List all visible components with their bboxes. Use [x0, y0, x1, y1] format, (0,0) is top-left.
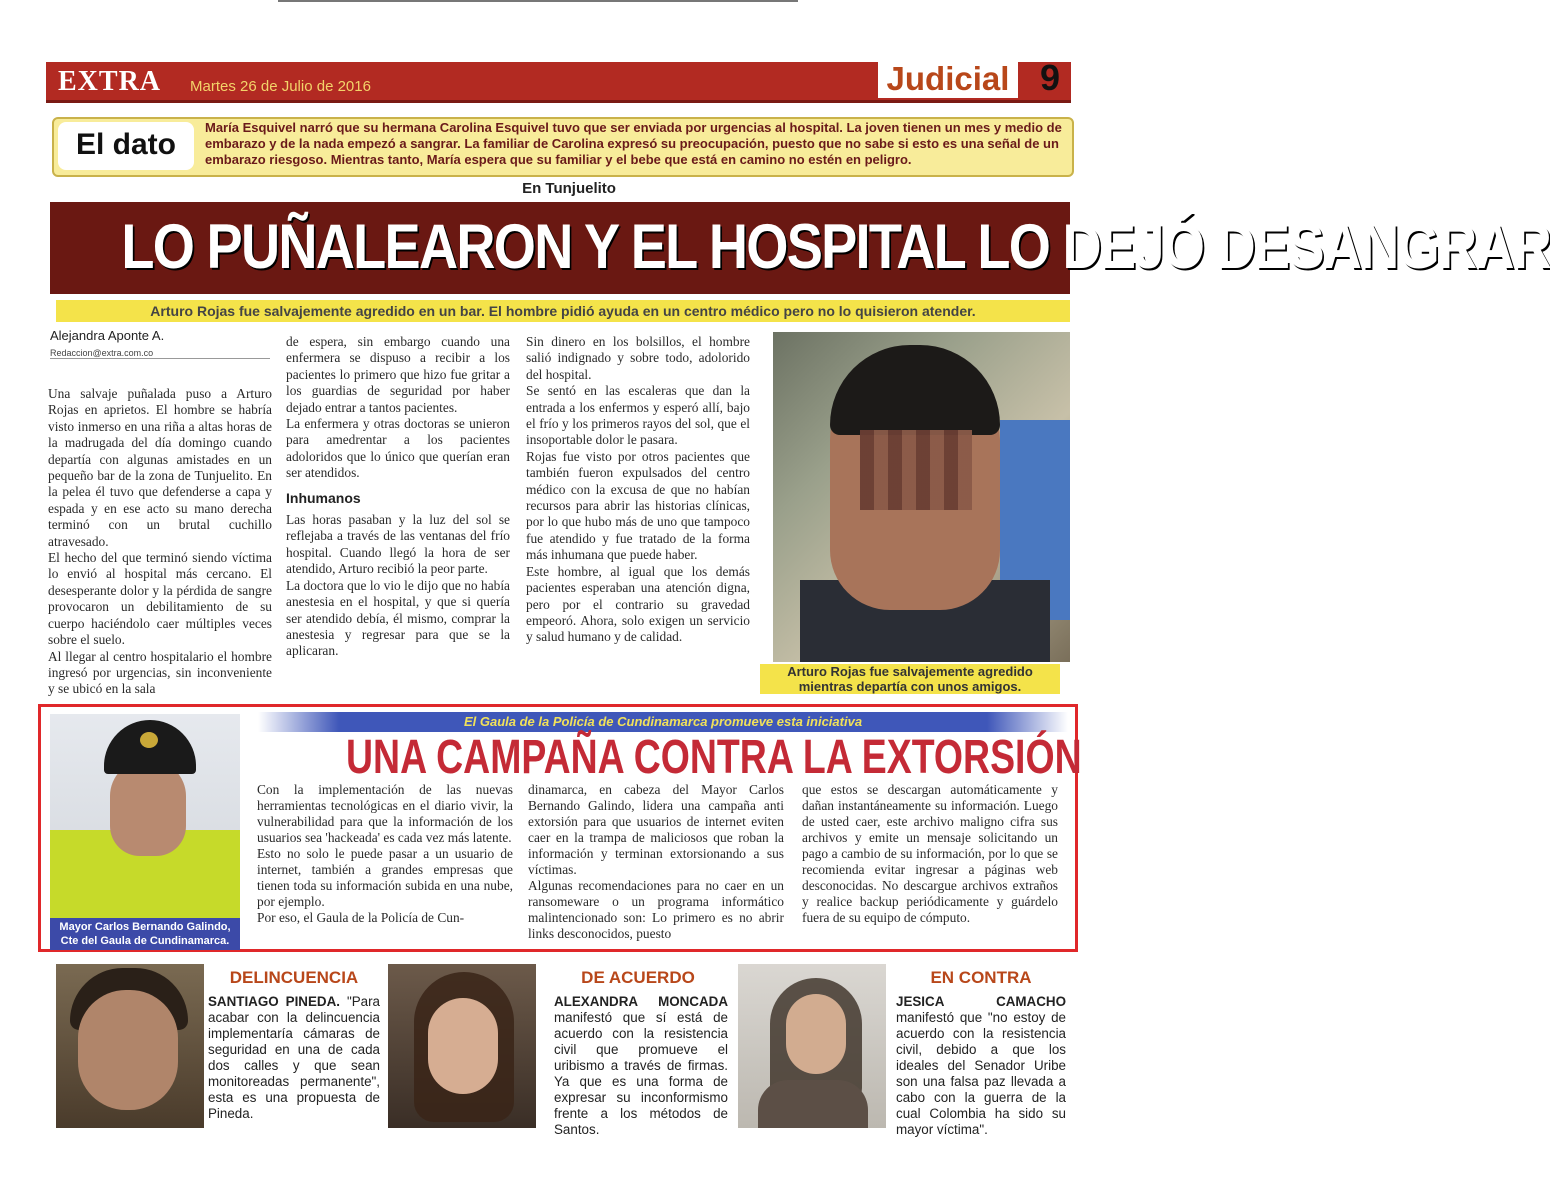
article-author: Alejandra Aponte A. — [50, 328, 165, 343]
campaign-column-3 — [802, 782, 1058, 926]
article-column-2 — [286, 334, 510, 660]
photo-face — [110, 760, 186, 856]
issue-date: Martes 26 de Julio de 2016 — [190, 78, 371, 95]
opinion-text-2 — [554, 994, 728, 1138]
opinion-label-3: EN CONTRA — [930, 968, 1032, 987]
paragraph: Las horas pasaban y la luz del sol se reflejaba a través de las ventanas del frío hospital. Cuando llegó la hora de ser atendido, Arturo recibió la peor parte. — [286, 512, 510, 577]
article-subhead: Arturo Rojas fue salvajemente agredido en un bar. El hombre pidió ayuda en un centro médico pero no lo quisieron atender. — [56, 300, 1070, 322]
campaign-kicker: El Gaula de la Policía de Cundinamarca promueve esta iniciativa — [258, 712, 1068, 732]
paragraph: que estos se descargan automáticamente y dañan instantáneamente su información. Luego de usted caer, este archivo maligno cifra sus archivos y emite un mensaje solicitando un pago a cambio de su información, por lo que se recomienda evitar ingresar a páginas web desconocidas. No descargue archivos extraños y realice backup periódicamente y guárdelo fuera de su equipo de cómputo. — [802, 782, 1058, 925]
dato-text: María Esquivel narró que su hermana Carolina Esquivel tuvo que ser enviada por urgencias al hospital. La joven tienen un mes y medio de embarazo y de la nada empezó a sangrar. La familiar de Carolina expresó su preocupación, puesto que no sabe si esto es una señal de un embarazo riesgoso. Mientras tanto, María espera que su familiar y el bebe que está en camino no estén en peligro. — [205, 120, 1062, 167]
article-column-3 — [526, 334, 750, 646]
paragraph: de espera, sin embargo cuando una enfermera se dispuso a recibir a los pacientes lo primero que hizo fue gritar a los guardias de seguridad por haber dejado entrar a tantos pacientes. — [286, 334, 510, 415]
newspaper-logo: EXTRA — [58, 66, 162, 97]
subheading: Inhumanos — [286, 489, 361, 506]
opinion-label-1: DELINCUENCIA — [229, 968, 359, 987]
paragraph: Por eso, el Gaula de la Policía de Cun- — [257, 910, 465, 925]
campaign-title: UNA CAMPAÑA CONTRA LA EXTORSIÓN — [346, 731, 1082, 784]
cap-badge-icon — [140, 732, 158, 748]
victim-photo-caption: Arturo Rojas fue salvajemente agredido mientras departía con unos amigos. — [760, 664, 1060, 694]
paragraph: El hecho del que terminó siendo víctima lo envió al hospital más cercano. El desesperante dolor y la pérdida de sangre provocaron un debilitamiento de su cuerpo haciéndolo caer múltiples veces sobre el suelo. — [48, 550, 272, 648]
opinion-quote: manifestó que sí está de acuerdo con la resistencia civil que promueve el uribismo a través de firmas. Ya que es una forma de expresar su inconformismo frente a los métodos de Santos. — [554, 1010, 728, 1137]
paragraph: Rojas fue visto por otros pacientes que también fueron expulsados del centro médico con la excusa de que no habían recursos para abrir las historias clínicas, por lo que hubo más de uno que tampoco fue atendido y fue tratado de la forma más inhumana que puede haber. — [526, 448, 750, 563]
paragraph: Algunas recomendaciones para no caer en un ransomeware o un programa informático malintencionado son: Lo primero es no abrir links desconocidos, puesto — [528, 878, 784, 941]
top-rule — [278, 0, 798, 2]
paragraph: La enfermera y otras doctoras se unieron para amedrentar a los pacientes adoloridos que lo único que querían eran ser atendidos. — [286, 416, 510, 481]
opinion-name: ALEXANDRA MONCADA — [554, 994, 728, 1009]
opinion-quote: "Para acabar con la delincuencia implementaría cámaras de seguridad en una de cada dos calles y que sean monitoreadas permanente", esta es una propuesta de Pineda. — [208, 994, 380, 1121]
page-number: 9 — [1039, 57, 1061, 98]
photo-face — [786, 994, 846, 1074]
opinion-text-3 — [896, 994, 1066, 1138]
paragraph: Con la implementación de las nuevas herramientas tecnológicas en el diario vivir, la vulnerabilidad para que la información de los usuarios sea 'hackeada' es cada vez más latente. — [257, 782, 513, 845]
dato-label: El dato — [58, 122, 194, 170]
paragraph: dinamarca, en cabeza del Mayor Carlos Bernando Galindo, lidera una campaña anti extorsión para que usuarios de internet eviten caer en la trampa de maliciosos que roban la información y terminan extorsionando a sus víctimas. — [528, 782, 784, 877]
paragraph: Este hombre, al igual que los demás pacientes esperaban una atención digna, pero por el contrario su gravedad empeoró. Ahora, solo exigen un servicio y salud humano y de calidad. — [526, 563, 750, 645]
article-column-1 — [48, 386, 272, 698]
paragraph: Se sentó en las escaleras que dan la entrada a los enfermos y esperó allí, bajo el frío y los primeros rayos del sol, que el insoportable dolor le pasara. — [526, 383, 750, 448]
paragraph: Una salvaje puñalada puso a Arturo Rojas en aprietos. El hombre se habría visto inmerso en una riña a altas horas de la madrugada del día domingo cuando departía con algunas amistades en un pequeño bar de la zona de Tunjuelito. En la pelea él tuvo que defenderse a capa y espada y en ese acto su mano derecha terminó con un brutal cuchillo atravesado. — [48, 386, 272, 549]
opinion-name: JESICA CAMACHO — [896, 994, 1066, 1009]
section-title: Judicial — [878, 60, 1018, 98]
paragraph: Esto no solo le puede pasar a un usuario de internet, también a grandes empresas que tienen toda su información subida en una nube, por ejemplo. — [257, 846, 513, 909]
paragraph: Al llegar al centro hospitalario el hombre ingresó por urgencias, sin inconveniente y se ubicó en la sala — [48, 648, 272, 697]
campaign-column-1 — [257, 782, 513, 926]
article-headline: LO PUÑALEARON Y EL HOSPITAL LO DEJÓ DESANGRAR — [121, 212, 1550, 282]
author-email: Redaccion@extra.com.co — [50, 348, 270, 359]
photo-shoulders — [758, 1080, 868, 1128]
opinion-label-2: DE ACUERDO — [581, 968, 695, 987]
pixelated-eyes — [860, 430, 972, 510]
opinion-text-1 — [208, 994, 380, 1122]
paragraph: Sin dinero en los bolsillos, el hombre salió indignado y sobre todo, adolorido del hospital. — [526, 334, 750, 382]
campaign-column-2 — [528, 782, 784, 942]
opinion-name: SANTIAGO PINEDA. — [208, 994, 340, 1009]
article-kicker: En Tunjuelito — [522, 180, 616, 197]
opinion-quote: manifestó que "no estoy de acuerdo con la resistencia civil, debido a que los ideales del Senador Uribe son una falsa paz llevada a cabo con la guerra de la cual Colombia ha sido su mayor víctima". — [896, 1010, 1066, 1137]
photo-face — [428, 998, 498, 1094]
paragraph: La doctora que lo vio le dijo que no había anestesia en el hospital, y que si quería ser atendido debía, él mismo, comprar la anestesia y regresar para que se la aplicaran. — [286, 577, 510, 659]
major-photo-caption: Mayor Carlos Bernando Galindo, Cte del Gaula de Cundinamarca. — [50, 918, 240, 950]
photo-face — [78, 990, 178, 1110]
